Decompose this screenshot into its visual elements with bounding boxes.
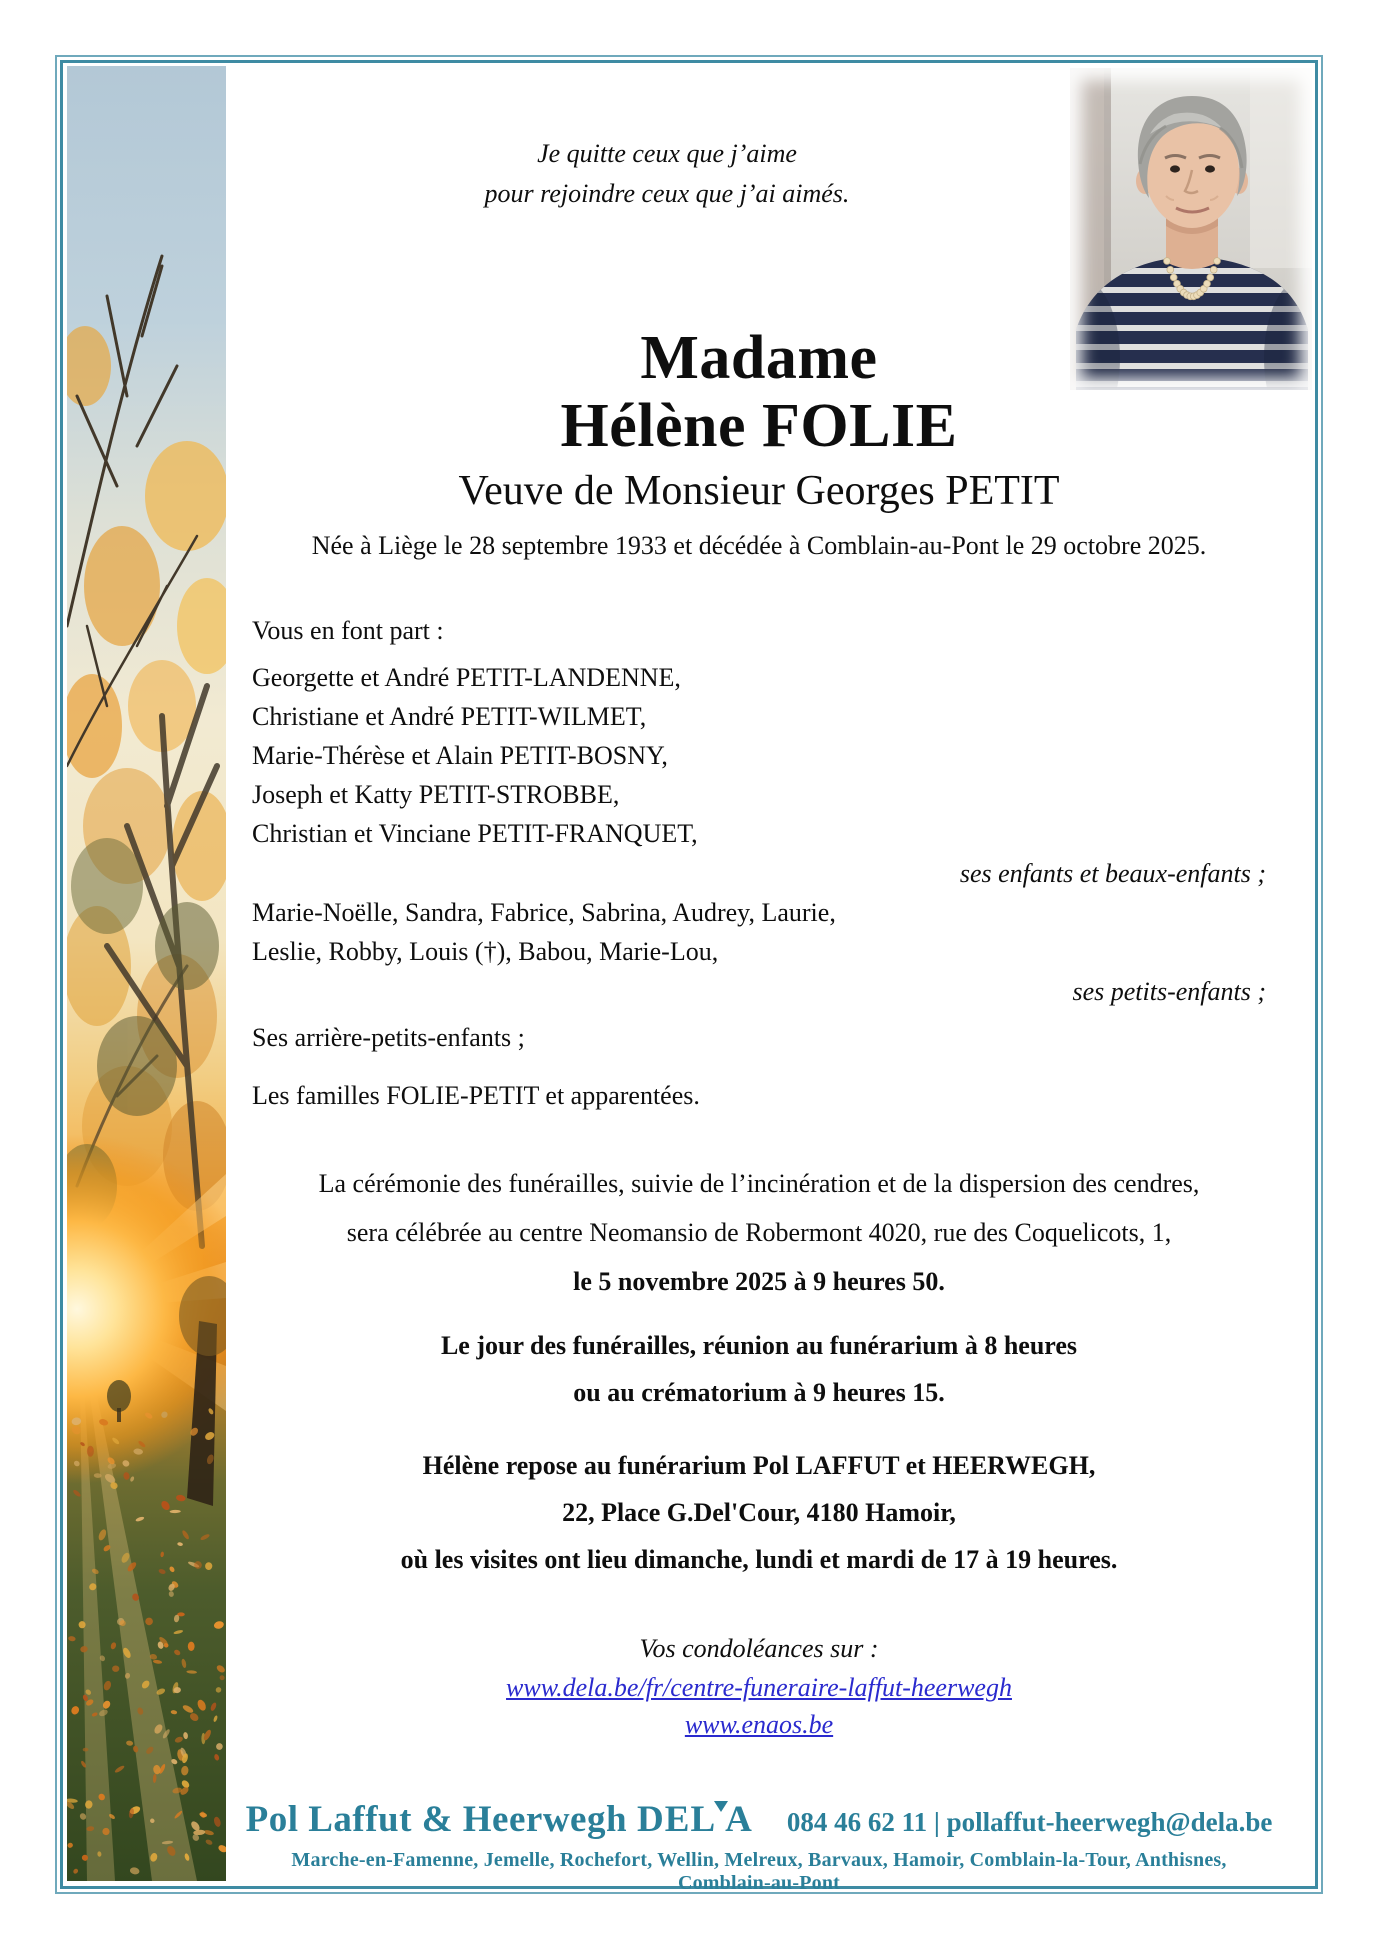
- grandchildren-caption: ses petits-enfants ;: [1072, 977, 1266, 1006]
- child-line: Joseph et Katty PETIT-STROBBE,: [252, 780, 620, 809]
- widow-line: Veuve de Monsieur Georges PETIT: [458, 468, 1060, 514]
- children-list: [252, 658, 1266, 853]
- ceremony-datetime: le 5 novembre 2025 à 9 heures 50.: [573, 1267, 945, 1296]
- child-line: Christian et Vinciane PETIT-FRANQUET,: [252, 819, 698, 848]
- meeting-line-1: Le jour des funérailles, réunion au funérarium à 8 heures: [440, 1331, 1078, 1360]
- dela-logo-right: A: [725, 1799, 753, 1840]
- families-line: Les familles FOLIE-PETIT et apparentées.: [252, 1081, 700, 1110]
- ceremony-paragraph: [252, 1159, 1266, 1306]
- great-grandchildren-line: Ses arrière-petits-enfants ;: [252, 1023, 525, 1052]
- footer-locations: Marche-en-Famenne, Jemelle, Rochefort, Wellin, Melreux, Barvaux, Hamoir, Comblain-la-Tour, Anthisnes, Comblain-au-Pont: [291, 1849, 1227, 1894]
- child-line: Marie-Thérèse et Alain PETIT-BOSNY,: [252, 741, 668, 770]
- repose-line-2: 22, Place G.Del'Cour, 4180 Hamoir,: [562, 1498, 956, 1527]
- funeral-home-brand: [246, 1798, 753, 1841]
- children-caption: ses enfants et beaux-enfants ;: [959, 859, 1266, 888]
- epigraph-line-1: Je quitte ceux que j’aime: [537, 139, 797, 168]
- condolences-label: Vos condoléances sur :: [639, 1634, 879, 1663]
- ceremony-line-2: sera célébrée au centre Neomansio de Robermont 4020, rue des Coquelicots, 1,: [346, 1218, 1172, 1247]
- announce-intro: Vous en font part :: [252, 616, 444, 645]
- dela-logo-left: DEL: [637, 1799, 717, 1840]
- meeting-paragraph: [252, 1322, 1266, 1416]
- title-block: [252, 324, 1266, 522]
- ceremony-line-1: La cérémonie des funérailles, suivie de l’incinération et de la dispersion des cendres,: [318, 1169, 1200, 1198]
- life-dates: Née à Liège le 28 septembre 1933 et décédée à Comblain-au-Pont le 29 octobre 2025.: [311, 531, 1207, 560]
- footer-brand-row: [245, 1798, 1273, 1841]
- child-line: Georgette et André PETIT-LANDENNE,: [252, 663, 681, 692]
- grandchild-line: Marie-Noëlle, Sandra, Fabrice, Sabrina, Audrey, Laurie,: [252, 898, 836, 927]
- condolence-link-enaos[interactable]: www.enaos.be: [684, 1710, 834, 1739]
- grandchild-line: Leslie, Robby, Louis (†), Babou, Marie-Lou,: [252, 937, 719, 966]
- repose-line-1: Hélène repose au funérarium Pol LAFFUT et HEERWEGH,: [422, 1451, 1096, 1480]
- epigraph-line-2: pour rejoindre ceux que j’ai aimés.: [484, 179, 850, 208]
- deceased-name: Hélène FOLIE: [560, 392, 958, 460]
- repose-paragraph: [252, 1442, 1266, 1583]
- autumn-photo-strip: [67, 66, 226, 1881]
- brand-name: Pol Laffut & Heerwegh: [245, 1799, 628, 1840]
- meeting-line-2: ou au crématorium à 9 heures 15.: [573, 1378, 945, 1407]
- repose-line-3: où les visites ont lieu dimanche, lundi et mardi de 17 à 19 heures.: [400, 1545, 1118, 1574]
- autumn-photo-illustration: [67, 66, 226, 1881]
- footer-contact: 084 46 62 11 | pollaffut-heerwegh@dela.be: [786, 1807, 1273, 1837]
- condolence-link-dela[interactable]: www.dela.be/fr/centre-funeraire-laffut-heerwegh: [506, 1673, 1012, 1702]
- announcement-body: [252, 70, 1266, 1743]
- dela-logo: [637, 1799, 753, 1840]
- funeral-home-footer: [245, 1798, 1273, 1895]
- grandchildren-list: [252, 893, 1266, 971]
- child-line: Christiane et André PETIT-WILMET,: [252, 702, 647, 731]
- title-prefix: Madame: [640, 324, 878, 392]
- condolence-links: [252, 1669, 1266, 1743]
- epigraph: [252, 134, 1082, 214]
